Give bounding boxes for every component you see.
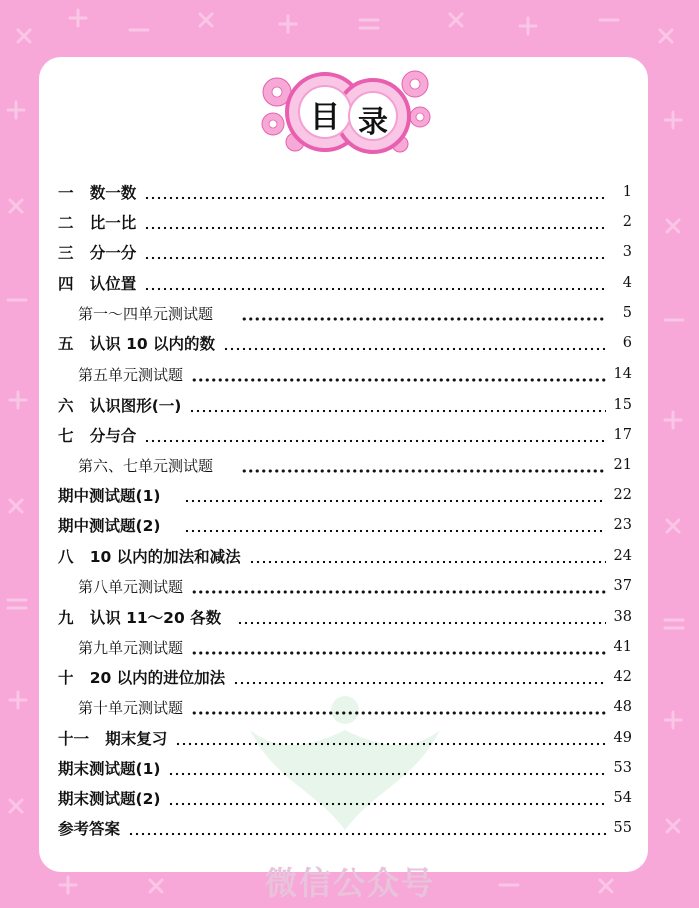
toc-entry-page: 21 bbox=[613, 457, 632, 473]
toc-entry-title: 八 10 以内的加法和减法 bbox=[58, 548, 241, 566]
toc-entry-page: 17 bbox=[613, 427, 632, 443]
leader-dots bbox=[144, 184, 606, 200]
leader-dots bbox=[189, 397, 605, 413]
toc-entry[interactable] bbox=[58, 665, 632, 689]
toc-entry[interactable] bbox=[78, 301, 632, 325]
title-char-lu: 录 bbox=[358, 105, 388, 140]
leader-dots bbox=[175, 730, 605, 746]
toc-entry-title: 期末测试题(2) bbox=[58, 790, 161, 808]
toc-entry-page: 14 bbox=[613, 366, 632, 382]
toc-entry-page: 6 bbox=[622, 335, 632, 351]
toc-entry[interactable] bbox=[58, 756, 632, 780]
leader-dots bbox=[249, 548, 606, 564]
toc-entry-page: 53 bbox=[613, 760, 632, 776]
toc-entry[interactable] bbox=[78, 574, 632, 598]
toc-entry[interactable] bbox=[58, 786, 632, 810]
toc-entry-title: 二 比一比 bbox=[58, 214, 137, 232]
toc-entry[interactable] bbox=[58, 544, 632, 568]
toc-entry-title: 七 分与合 bbox=[58, 427, 137, 445]
toc-entry[interactable] bbox=[58, 726, 632, 750]
leader-dots bbox=[191, 699, 606, 715]
toc-entry-title: 期末测试题(1) bbox=[58, 760, 161, 778]
toc-entry[interactable] bbox=[58, 210, 632, 234]
toc-entry-page: 1 bbox=[622, 184, 632, 200]
toc-entry-title: 第八单元测试题 bbox=[78, 577, 184, 596]
leader-dots bbox=[233, 669, 605, 685]
leader-dots bbox=[191, 578, 606, 594]
toc-entry-page: 54 bbox=[613, 790, 632, 806]
toc-entry[interactable] bbox=[58, 393, 632, 417]
toc-entry[interactable] bbox=[58, 816, 632, 840]
watermark-text: 微信公众号 bbox=[264, 864, 435, 902]
toc-entry-title: 期中测试题(1) bbox=[58, 487, 161, 505]
toc-entry[interactable] bbox=[78, 695, 632, 719]
toc-entry[interactable] bbox=[58, 423, 632, 447]
toc-entry-title: 期中测试题(2) bbox=[58, 517, 161, 535]
toc-entry[interactable] bbox=[58, 240, 632, 264]
toc-entry-title: 第一～四单元测试题 bbox=[78, 304, 214, 323]
toc-entry-page: 4 bbox=[622, 275, 632, 291]
toc-entry[interactable] bbox=[58, 605, 632, 629]
toc-entry-page: 15 bbox=[613, 397, 632, 413]
leader-dots bbox=[168, 790, 605, 806]
leader-dots bbox=[191, 366, 606, 382]
toc-entry[interactable] bbox=[58, 513, 632, 537]
toc-entry-title: 第五单元测试题 bbox=[78, 365, 184, 384]
toc-entry-page: 49 bbox=[613, 730, 632, 746]
toc-entry-title: 四 认位置 bbox=[58, 275, 137, 293]
toc-entry[interactable] bbox=[58, 271, 632, 295]
toc-entry-page: 55 bbox=[613, 820, 632, 836]
leader-dots bbox=[237, 609, 605, 625]
title-char-mu: 目 bbox=[310, 100, 340, 135]
toc-entry-page: 23 bbox=[613, 517, 632, 533]
toc-entry-page: 42 bbox=[613, 669, 632, 685]
leader-dots bbox=[128, 820, 606, 836]
toc-entry-title: 第九单元测试题 bbox=[78, 638, 184, 657]
toc-entry[interactable] bbox=[78, 362, 632, 386]
leader-dots bbox=[191, 639, 606, 655]
toc-entry-title: 九 认识 11～20 各数 bbox=[58, 609, 222, 627]
leader-dots bbox=[144, 427, 605, 443]
leader-dots bbox=[184, 487, 605, 503]
toc-entry[interactable] bbox=[58, 483, 632, 507]
toc-entry-title: 三 分一分 bbox=[58, 244, 137, 262]
leader-dots bbox=[144, 244, 606, 260]
leader-dots bbox=[184, 517, 605, 533]
toc-entry-page: 41 bbox=[613, 639, 632, 655]
toc-entry-page: 48 bbox=[613, 699, 632, 715]
toc-entry-page: 2 bbox=[622, 214, 632, 230]
leader-dots bbox=[144, 214, 606, 230]
toc-entry-title: 十一 期末复习 bbox=[58, 730, 168, 748]
toc-entry-page: 37 bbox=[613, 578, 632, 594]
toc-entry-page: 24 bbox=[613, 548, 632, 564]
toc-entry-title: 参考答案 bbox=[58, 820, 121, 838]
toc-entry-title: 十 20 以内的进位加法 bbox=[58, 669, 226, 687]
leader-dots bbox=[223, 335, 606, 351]
toc-entry[interactable] bbox=[78, 635, 632, 659]
toc-entry-page: 3 bbox=[622, 244, 632, 260]
toc-entry-page: 5 bbox=[622, 305, 632, 321]
leader-dots bbox=[241, 305, 606, 321]
toc-entry-page: 22 bbox=[613, 487, 632, 503]
toc-entry[interactable] bbox=[58, 180, 632, 204]
leader-dots bbox=[144, 275, 606, 291]
toc-entry[interactable] bbox=[58, 331, 632, 355]
toc-entry-page: 38 bbox=[613, 609, 632, 625]
toc-entry-title: 第十单元测试题 bbox=[78, 698, 184, 717]
toc-entry-title: 六 认识图形(一) bbox=[58, 397, 182, 415]
leader-dots bbox=[241, 457, 606, 473]
toc-entry-title: 五 认识 10 以内的数 bbox=[58, 335, 216, 353]
leader-dots bbox=[168, 760, 605, 776]
toc-entry-title: 第六、七单元测试题 bbox=[78, 456, 214, 475]
toc-entry[interactable] bbox=[78, 453, 632, 477]
toc-entry-title: 一 数一数 bbox=[58, 184, 137, 202]
